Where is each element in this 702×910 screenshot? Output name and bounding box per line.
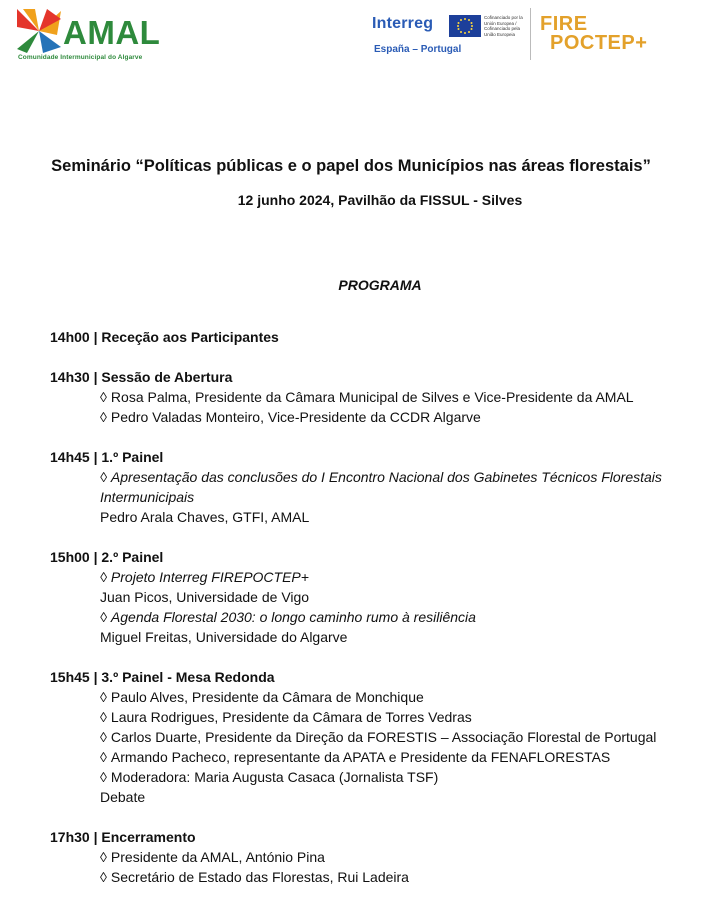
seminar-title: Seminário “Políticas públicas e o papel dos Municípios nas áreas florestais”: [51, 157, 651, 175]
item-text: Paulo Alves, Presidente da Câmara de Monchique: [110, 689, 424, 705]
program-item: [50, 747, 690, 767]
diamond-bullet-icon: ◊: [100, 389, 107, 405]
program-block-panel-1: [50, 447, 690, 527]
program-block-opening: [50, 367, 690, 427]
program-item: [50, 867, 690, 887]
programa-heading: PROGRAMA: [338, 277, 422, 293]
program-item: [50, 567, 690, 587]
item-text: Projeto Interreg FIREPOCTEP+: [110, 569, 309, 585]
seminar-date-venue: 12 junho 2024, Pavilhão da FISSUL - Silves: [237, 192, 523, 208]
block-heading: 14h30 | Sessão de Abertura: [50, 369, 233, 385]
firepoctep-line1: FIRE: [540, 13, 588, 35]
program-item: [50, 407, 690, 427]
block-heading: 17h30 | Encerramento: [50, 829, 196, 845]
diamond-bullet-icon: ◊: [100, 729, 107, 745]
logo-divider: [530, 8, 531, 60]
program-debate: Debate: [100, 789, 146, 805]
program-item: [50, 767, 690, 787]
eu-cofinancing-text: Cofinanciado por la Unión Europea / Cofinanciado pela União Europeia: [484, 15, 523, 37]
diamond-bullet-icon: ◊: [100, 769, 107, 785]
diamond-bullet-icon: ◊: [100, 569, 107, 585]
amal-logo: [17, 9, 167, 65]
interreg-wordmark: Interreg: [372, 15, 434, 32]
amal-subtitle: Comunidade Intermunicipal do Algarve: [18, 54, 143, 61]
item-text: Agenda Florestal 2030: o longo caminho rumo à resiliência: [110, 609, 476, 625]
item-text: Moderadora: Maria Augusta Casaca (Jornalista TSF): [110, 769, 439, 785]
item-text: Carlos Duarte, Presidente da Direção da FORESTIS – Associação Florestal de Portugal: [110, 729, 657, 745]
program-block-panel-2: [50, 547, 690, 647]
program-item: [50, 727, 690, 747]
program-block-panel-3: [50, 667, 690, 807]
diamond-bullet-icon: ◊: [100, 709, 107, 725]
item-text: Presidente da AMAL, António Pina: [110, 849, 325, 865]
program-item: [50, 707, 690, 727]
program-block-closing: [50, 827, 690, 887]
firepoctep-logo: [540, 12, 680, 60]
item-text: Apresentação das conclusões do I Encontro Nacional dos Gabinetes Técnicos Florestais Intermunicipais: [100, 469, 662, 505]
diamond-bullet-icon: ◊: [100, 749, 107, 765]
block-heading: 14h00 | Receção aos Participantes: [50, 329, 279, 345]
program-item: [50, 467, 690, 507]
program-speaker: Miguel Freitas, Universidade do Algarve: [100, 629, 348, 645]
item-text: Laura Rodrigues, Presidente da Câmara de Torres Vedras: [110, 709, 472, 725]
amal-mark-icon: [17, 9, 61, 53]
program-item: [50, 387, 690, 407]
diamond-bullet-icon: ◊: [100, 849, 107, 865]
amal-wordmark: AMAL: [63, 14, 161, 51]
diamond-bullet-icon: ◊: [100, 689, 107, 705]
block-heading: 15h45 | 3.º Painel - Mesa Redonda: [50, 669, 275, 685]
item-text: Rosa Palma, Presidente da Câmara Municipal de Silves e Vice-Presidente da AMAL: [110, 389, 634, 405]
program-speaker: Juan Picos, Universidade de Vigo: [100, 589, 310, 605]
program-item: [50, 847, 690, 867]
eu-flag-icon: [449, 15, 481, 37]
block-heading: 15h00 | 2.º Painel: [50, 549, 164, 565]
program-item: [50, 607, 690, 627]
diamond-bullet-icon: ◊: [100, 469, 107, 485]
program-speaker: Pedro Arala Chaves, GTFI, AMAL: [100, 509, 310, 525]
interreg-logo: [370, 12, 526, 60]
diamond-bullet-icon: ◊: [100, 869, 107, 885]
block-heading: 14h45 | 1.º Painel: [50, 449, 164, 465]
item-text: Secretário de Estado das Florestas, Rui Ladeira: [110, 869, 409, 885]
firepoctep-line2: POCTEP+: [550, 32, 648, 54]
item-text: Armando Pacheco, representante da APATA e Presidente da FENAFLORESTAS: [110, 749, 611, 765]
program-block-reception: [50, 327, 690, 347]
diamond-bullet-icon: ◊: [100, 609, 107, 625]
program-item: [50, 687, 690, 707]
diamond-bullet-icon: ◊: [100, 409, 107, 425]
interreg-region: España – Portugal: [374, 44, 462, 55]
item-text: Pedro Valadas Monteiro, Vice-Presidente da CCDR Algarve: [110, 409, 481, 425]
program-schedule: [50, 327, 690, 907]
